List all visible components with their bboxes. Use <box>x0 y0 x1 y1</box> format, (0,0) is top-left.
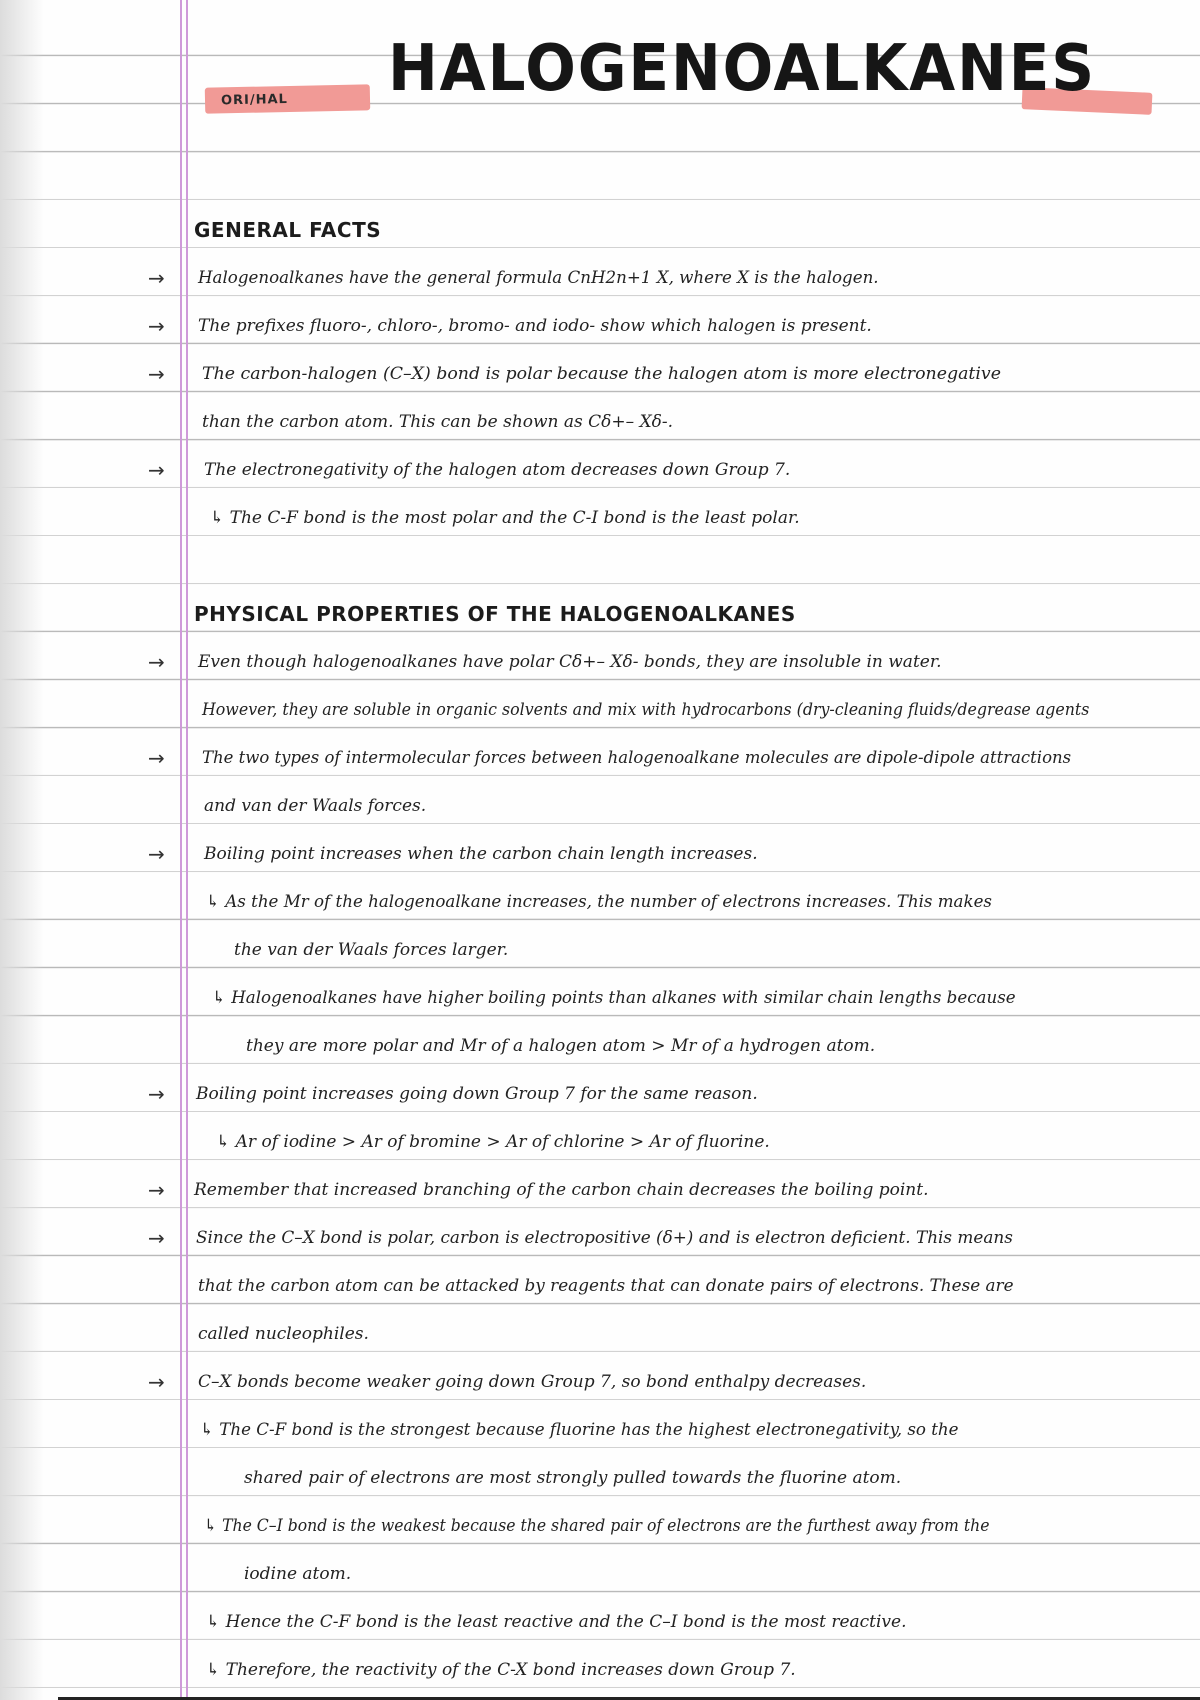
note-text: ↳ Halogenoalkanes have higher boiling points than alkanes with similar chain lengths because <box>212 988 1016 1008</box>
note-text: and van der Waals forces. <box>204 796 427 816</box>
note-text: that the carbon atom can be attacked by reagents that can donate pairs of electrons. These are <box>198 1276 1014 1296</box>
arrow-bullet: → <box>148 1226 165 1250</box>
note-text: Remember that increased branching of the carbon chain decreases the boiling point. <box>194 1180 929 1200</box>
note-text: Even though halogenoalkanes have polar Cδ+– Xδ- bonds, they are insoluble in water. <box>198 652 942 672</box>
note-line <box>0 306 1200 346</box>
note-line <box>0 1362 1200 1402</box>
arrow-bullet: → <box>148 1082 165 1106</box>
note-line <box>0 834 1200 874</box>
note-line <box>0 258 1200 298</box>
note-text: ↳ As the Mr of the halogenoalkane increases, the number of electrons increases. This makes <box>206 892 992 912</box>
note-line <box>0 882 1200 922</box>
note-line <box>0 1266 1200 1306</box>
note-line <box>0 1170 1200 1210</box>
note-text: ↳ Therefore, the reactivity of the C-X bond increases down Group 7. <box>206 1660 796 1680</box>
note-text: ↳ Ar of iodine > Ar of bromine > Ar of chlorine > Ar of fluorine. <box>216 1132 770 1152</box>
note-line <box>0 738 1200 778</box>
note-line <box>0 1410 1200 1450</box>
note-text: C–X bonds become weaker going down Group 7, so bond enthalpy decreases. <box>198 1372 867 1392</box>
page-title: HALOGENOALKANES <box>388 32 1097 106</box>
note-text: they are more polar and Mr of a halogen atom > Mr of a hydrogen atom. <box>246 1036 876 1056</box>
note-text: iodine atom. <box>244 1564 352 1584</box>
arrow-bullet: → <box>148 266 165 290</box>
note-line <box>0 1026 1200 1066</box>
note-line <box>0 930 1200 970</box>
note-text: Since the C–X bond is polar, carbon is electropositive (δ+) and is electron deficient. This means <box>196 1228 1013 1248</box>
note-line <box>0 402 1200 442</box>
note-text: the van der Waals forces larger. <box>234 940 509 960</box>
note-text: Halogenoalkanes have the general formula CnH2n+1 X, where X is the halogen. <box>198 268 879 288</box>
note-text: Boiling point increases going down Group 7 for the same reason. <box>196 1084 758 1104</box>
note-text: called nucleophiles. <box>198 1324 369 1344</box>
note-text: ↳ The C-F bond is the most polar and the C-I bond is the least polar. <box>210 508 800 528</box>
note-line <box>0 450 1200 490</box>
note-line <box>0 1314 1200 1354</box>
note-text: ↳ The C–I bond is the weakest because the shared pair of electrons are the furthest away from the <box>204 1516 990 1536</box>
arrow-bullet: → <box>148 842 165 866</box>
arrow-bullet: → <box>148 746 165 770</box>
note-line <box>0 354 1200 394</box>
note-text: However, they are soluble in organic solvents and mix with hydrocarbons (dry-cleaning fluids/degrease agents <box>202 700 1090 720</box>
arrow-bullet: → <box>148 458 165 482</box>
note-line <box>0 1602 1200 1642</box>
note-line <box>0 1506 1200 1546</box>
note-text: shared pair of electrons are most strongly pulled towards the fluorine atom. <box>244 1468 902 1488</box>
arrow-bullet: → <box>148 1178 165 1202</box>
note-text: ↳ The C-F bond is the strongest because fluorine has the highest electronegativity, so the <box>200 1420 959 1440</box>
note-text: The carbon-halogen (C–X) bond is polar because the halogen atom is more electronegative <box>202 364 1001 384</box>
note-line <box>0 498 1200 538</box>
note-line <box>0 642 1200 682</box>
note-line <box>0 1122 1200 1162</box>
note-text: than the carbon atom. This can be shown as Cδ+– Xδ-. <box>202 412 674 432</box>
note-text: The prefixes fluoro-, chloro-, bromo- and iodo- show which halogen is present. <box>198 316 872 336</box>
arrow-bullet: → <box>148 362 165 386</box>
arrow-bullet: → <box>148 1370 165 1394</box>
note-line <box>0 786 1200 826</box>
topic-tag <box>205 84 371 113</box>
note-text: The two types of intermolecular forces between halogenoalkane molecules are dipole-dipole attractions <box>202 748 1072 768</box>
note-text: The electronegativity of the halogen atom decreases down Group 7. <box>204 460 791 480</box>
note-line <box>0 1074 1200 1114</box>
arrow-bullet: → <box>148 314 165 338</box>
note-line <box>0 1650 1200 1690</box>
note-text: ↳ Hence the C-F bond is the least reactive and the C–I bond is the most reactive. <box>206 1612 907 1632</box>
note-line <box>0 1554 1200 1594</box>
note-line <box>0 1218 1200 1258</box>
section-heading-general-facts: GENERAL FACTS <box>194 218 382 242</box>
note-line <box>0 978 1200 1018</box>
note-text: Boiling point increases when the carbon chain length increases. <box>204 844 758 864</box>
topic-tag-text: ORI/HAL <box>220 91 289 108</box>
section-heading-physical-properties: PHYSICAL PROPERTIES OF THE HALOGENOALKANES <box>194 602 796 626</box>
arrow-bullet: → <box>148 650 165 674</box>
note-line <box>0 690 1200 730</box>
note-line <box>0 1458 1200 1498</box>
